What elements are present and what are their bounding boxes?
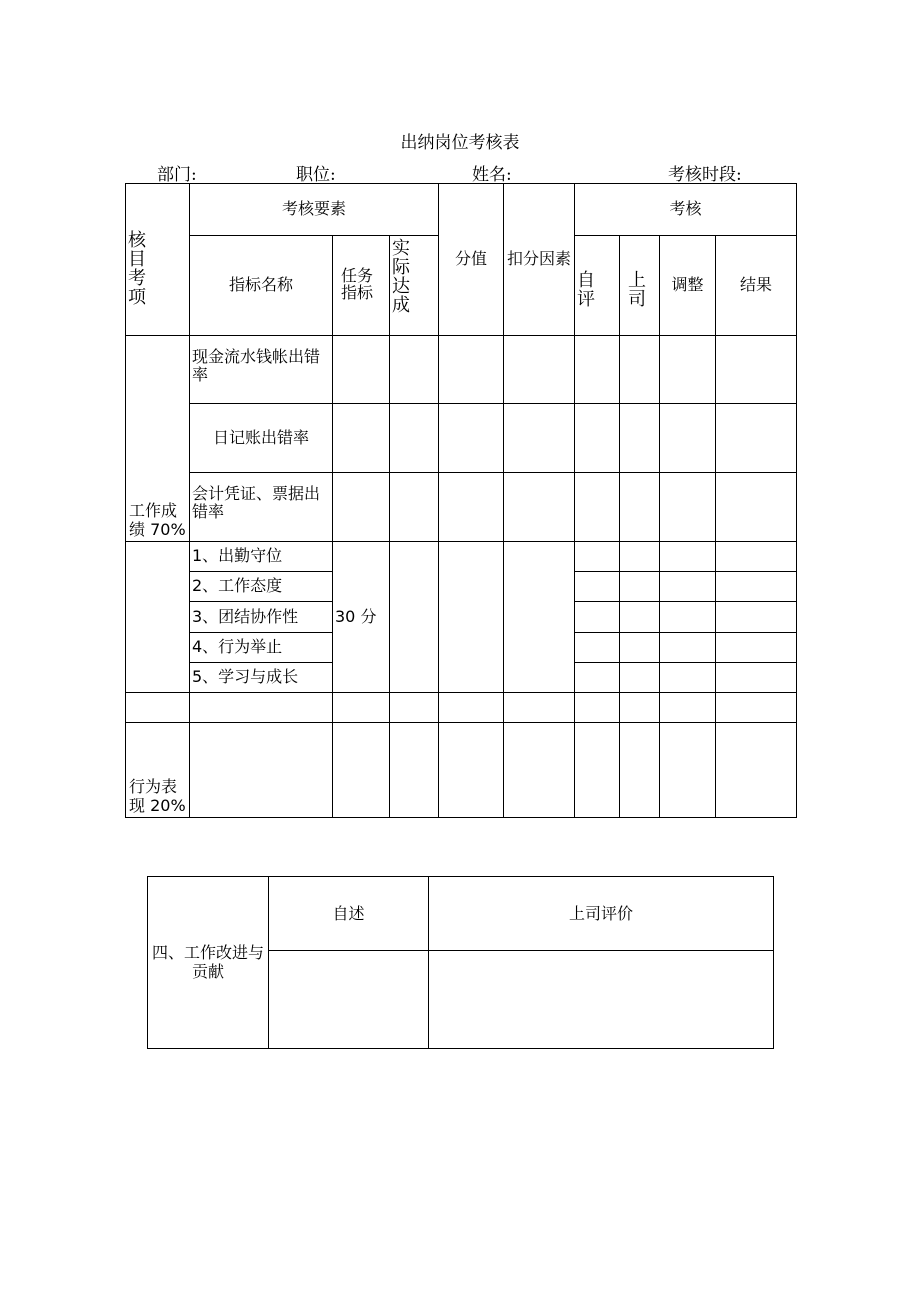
assessment-header: 考核 [575, 184, 797, 236]
self-statement-header: 自述 [269, 877, 429, 951]
indicator-cell [190, 336, 333, 404]
behavior-item: 4、行为举止 [190, 633, 333, 663]
supervisor-review-cell[interactable] [429, 951, 774, 1049]
section1-label-cell [126, 336, 190, 542]
section1-label: 工作成绩 70% [129, 501, 186, 539]
period-label: 考核时段: [668, 165, 742, 185]
section2-label-cell [126, 542, 190, 693]
deduction-header: 扣分因素 [507, 249, 572, 269]
name-label: 姓名: [472, 165, 512, 185]
item-label: 核目考项 [128, 230, 146, 308]
section3-label: 行为表现 20% [129, 777, 186, 815]
self-eval-header: 自评 [577, 270, 595, 310]
behavior-item: 1、出勤守位 [190, 542, 333, 572]
item-header-cell [126, 184, 190, 336]
behavior-item: 2、工作态度 [190, 572, 333, 602]
task-indicator-cell [333, 236, 390, 336]
supervisor-cell [620, 236, 660, 336]
behavior-item: 5、学习与成长 [190, 663, 333, 693]
indicator-text: 会计凭证、票据出错率 [192, 484, 321, 522]
department-label: 部门: [157, 165, 197, 185]
behavior-item: 3、团结协作性 [190, 602, 333, 633]
deduction-header-cell [504, 184, 575, 336]
result-header: 结果 [716, 236, 797, 336]
improvement-label: 四、工作改进与贡献 [152, 943, 265, 981]
supervisor-header: 上司 [628, 270, 646, 310]
indicator-name-header: 指标名称 [190, 236, 333, 336]
indicator-cell [190, 473, 333, 542]
position-label: 职位: [296, 165, 336, 185]
score-header: 分值 [439, 184, 504, 336]
indicator-text: 现金流水钱帐出错率 [192, 347, 321, 385]
section2-score: 30 分 [333, 542, 390, 693]
assessment-table [125, 183, 797, 818]
elements-header: 考核要素 [190, 184, 439, 236]
actual-achieved-header: 实际达成 [392, 238, 410, 316]
page-title: 出纳岗位考核表 [400, 133, 520, 153]
supervisor-review-header: 上司评价 [429, 877, 774, 951]
adjust-header: 调整 [660, 236, 716, 336]
actual-achieved-cell [390, 236, 439, 336]
improvement-label-cell [148, 877, 269, 1049]
self-statement-cell[interactable] [269, 951, 429, 1049]
section3-label-cell [126, 723, 190, 818]
self-eval-cell [575, 236, 620, 336]
task-indicator-header: 任务指标 [341, 266, 374, 303]
indicator-cell: 日记账出错率 [190, 404, 333, 473]
improvement-table [147, 876, 774, 1049]
